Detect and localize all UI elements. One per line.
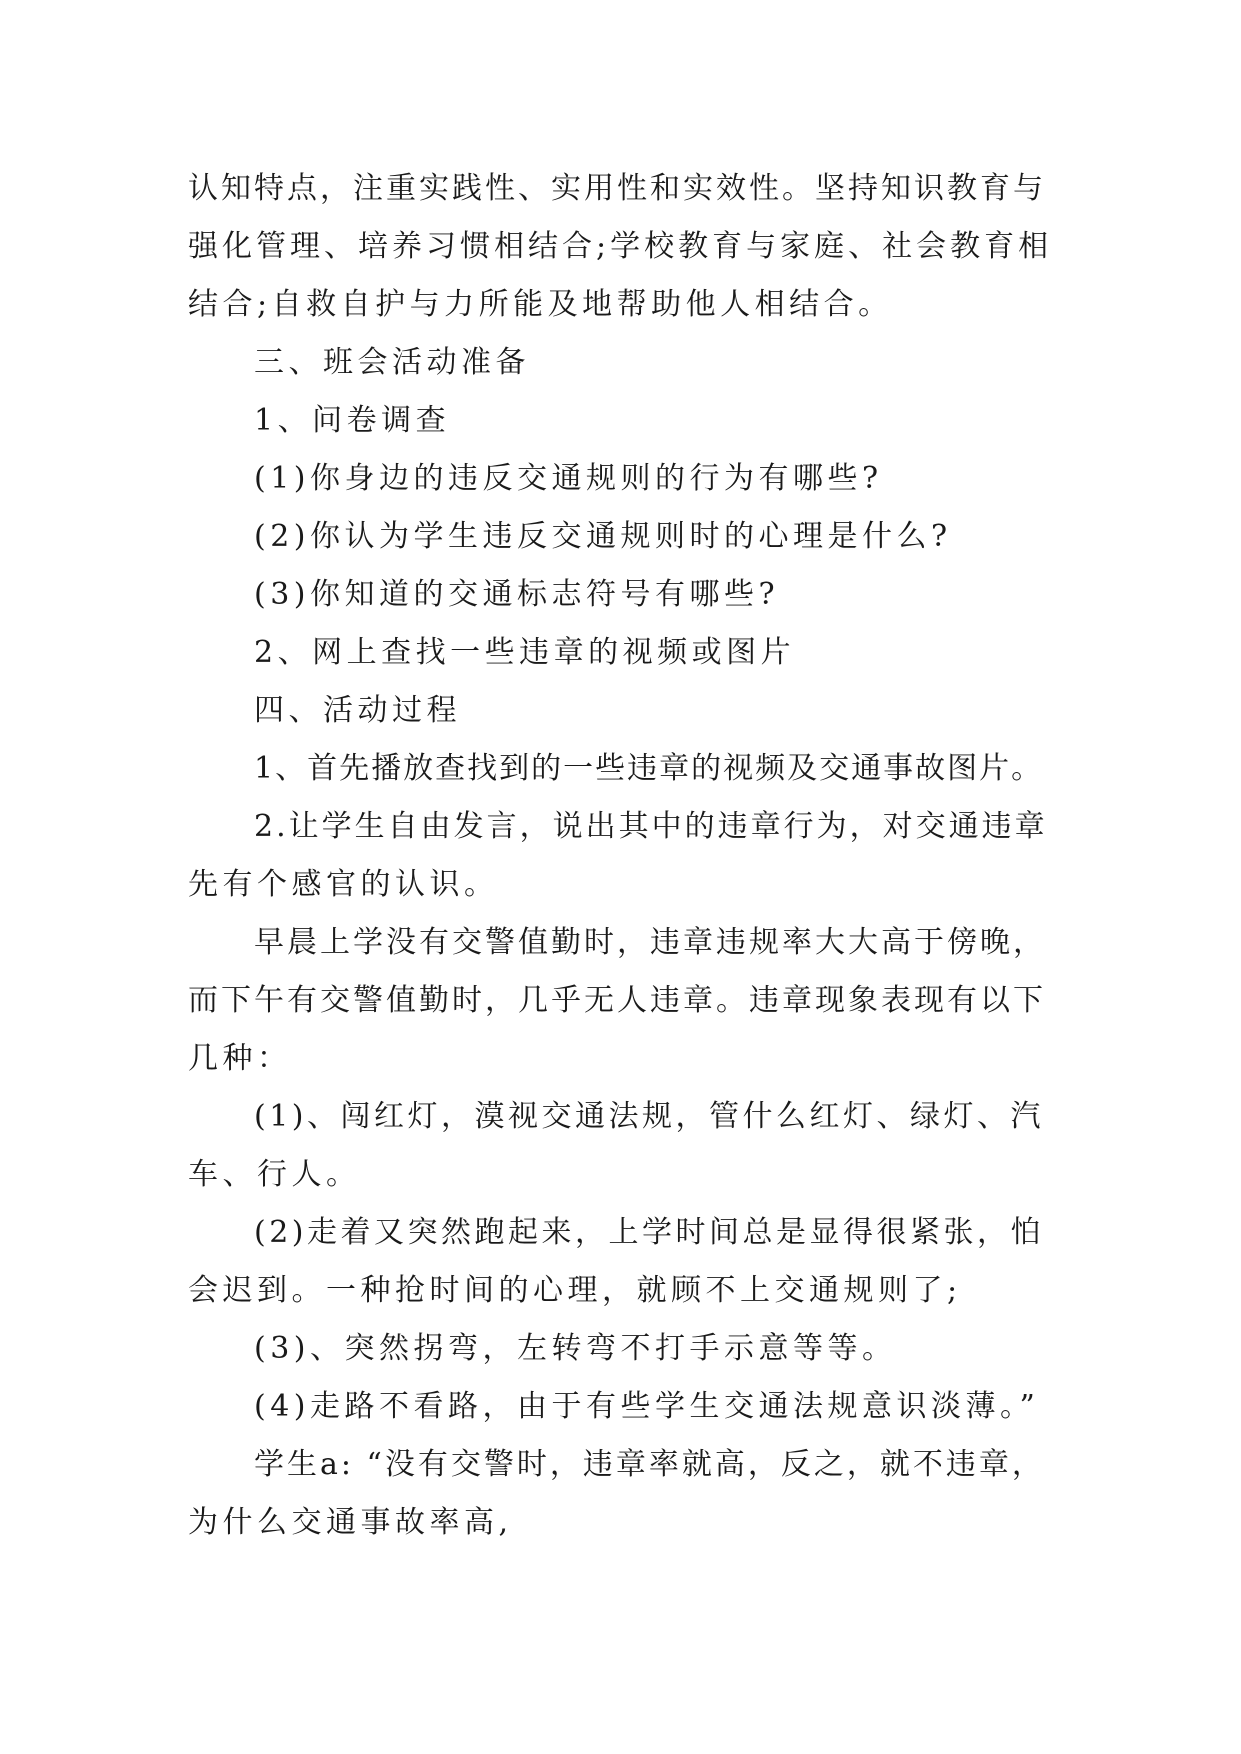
text-line: 学生a: “没有交警时，违章率就高，反之，就不违章， [254,1447,1045,1482]
list-item: (3)、突然拐弯，左转弯不打手示意等等。 [254,1331,897,1366]
subsection-heading: 2、网上查找一些违章的视频或图片 [254,635,796,670]
section-heading: 三、班会活动准备 [254,345,530,380]
text-line: 为什么交通事故率高, [188,1505,513,1540]
text-line: 先有个感官的认识。 [188,867,499,902]
text-line: 2.让学生自由发言，说出其中的违章行为，对交通违章 [254,809,1048,844]
text-line: 强化管理、培养习惯相结合;学校教育与家庭、社会教育相 [188,229,1053,264]
text-line: 1、首先播放查找到的一些违章的视频及交通事故图片。 [254,751,1044,786]
survey-question: (3)你知道的交通标志符号有哪些? [254,577,780,612]
text-line: 而下午有交警值勤时，几乎无人违章。违章现象表现有以下 [188,983,1046,1018]
text-line: 会迟到。一种抢时间的心理，就顾不上交通规则了; [188,1273,962,1308]
survey-question: (2)你认为学生违反交通规则时的心理是什么? [254,519,952,554]
text-line: 结合;自救自护与力所能及地帮助他人相结合。 [188,287,893,322]
text-line: 认知特点，注重实践性、实用性和实效性。坚持知识教育与 [188,171,1046,206]
text-line: 车、行人。 [188,1157,361,1192]
section-heading: 四、活动过程 [254,693,461,728]
text-line: 早晨上学没有交警值勤时，违章违规率大大高于傍晚， [254,925,1046,960]
list-item: (2)走着又突然跑起来，上学时间总是显得很紧张，怕 [254,1215,1044,1250]
subsection-heading: 1、问卷调查 [254,403,451,438]
list-item: (4)走路不看路，由于有些学生交通法规意识淡薄。” [254,1389,1040,1424]
survey-question: (1)你身边的违反交通规则的行为有哪些? [254,461,883,496]
list-item: (1)、闯红灯，漠视交通法规，管什么红灯、绿灯、汽 [254,1099,1044,1134]
document-body [188,160,1053,1552]
text-line: 几种： [188,1041,292,1076]
